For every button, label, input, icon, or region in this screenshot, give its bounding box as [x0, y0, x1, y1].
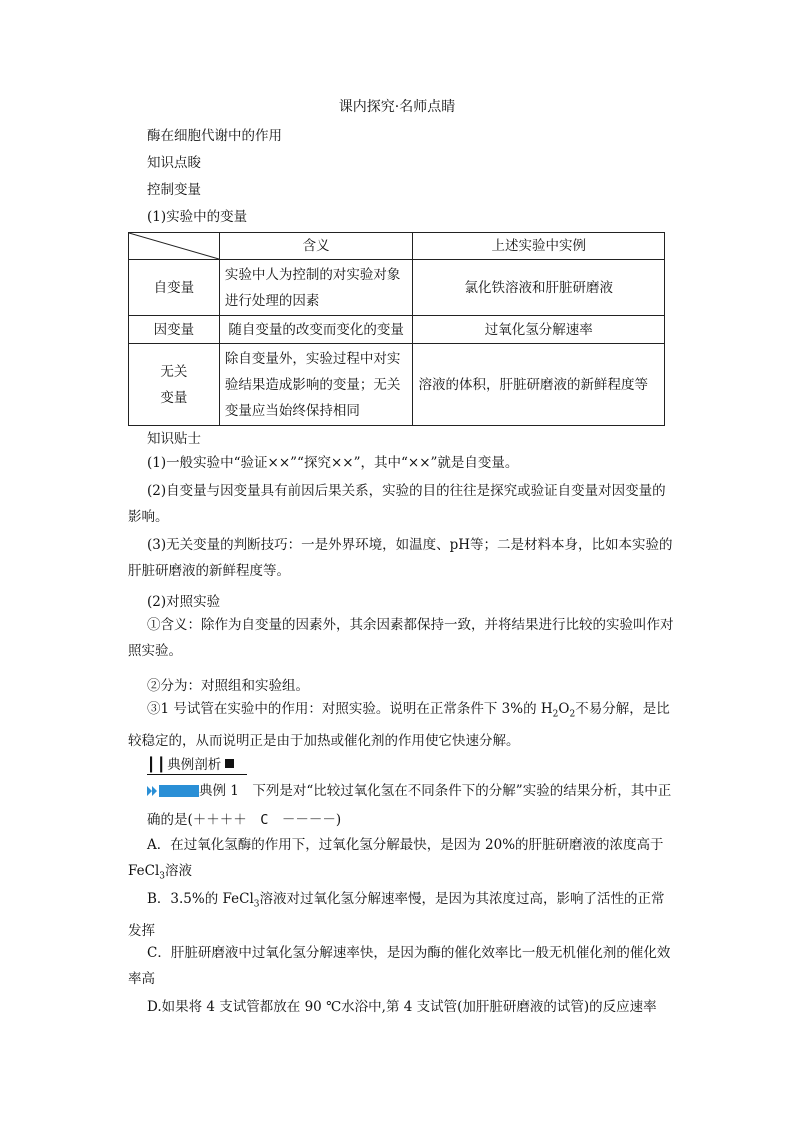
- option-a: [128, 832, 676, 890]
- topic-heading: 酶在细胞代谢中的作用: [147, 128, 282, 144]
- square-icon: [225, 759, 234, 768]
- table-header-row: [129, 233, 665, 260]
- example-question: [147, 778, 677, 833]
- table-header: 含义: [219, 233, 413, 260]
- section-title: 典例剖析: [167, 757, 222, 773]
- table-cell-meaning: 除自变量外，实验过程中对实验结果造成影响的变量；无关变量应当始终保持相同: [219, 344, 413, 426]
- subscript: 3: [253, 899, 260, 910]
- table-cell-name: 因变量: [129, 316, 220, 344]
- tube1-role-text: ③1 号试管在实验中的作用：对照实验。说明在正常条件下 3%的 H: [147, 701, 553, 717]
- example-question-text: 下列是对“比较过氧化氢在不同条件下的分解”实验的结果分析，其中正确的是(: [147, 783, 672, 828]
- table-header: 上述实验中实例: [413, 233, 665, 260]
- tips-label: 知识贴士: [147, 431, 201, 447]
- example-label: 典例 1: [199, 783, 239, 799]
- tip-2: (2)自变量与因变量具有前因后果关系，实验的目的往往是探究或验证自变量对因变量的影响。: [128, 483, 666, 525]
- answer-fill: ＋＋＋＋ C －－－－: [192, 812, 336, 828]
- control-variable-label: 控制变量: [147, 182, 201, 198]
- subscript: 3: [159, 871, 165, 882]
- table-row: [129, 316, 665, 344]
- table-cell-example: 过氧化氢分解速率: [413, 316, 665, 344]
- table-cell-name: [129, 344, 220, 426]
- table-row: [129, 344, 665, 426]
- tube1-role: [128, 696, 676, 754]
- subscript: 2: [552, 709, 559, 720]
- knowledge-label: 知识点睃: [147, 155, 201, 171]
- table-cell-name-line: 无关: [160, 363, 188, 380]
- example-close: ): [335, 812, 342, 828]
- section-bars-icon: ┃┃: [147, 757, 168, 773]
- control-groups: ②分为：对照组和实验组。: [147, 678, 309, 694]
- section-heading: [147, 753, 234, 773]
- option-b-text: 溶液对过氧化氢分解速率慢，是因为其浓度过高，影响了活性的正常发挥: [128, 891, 665, 939]
- variables-table: [128, 232, 665, 426]
- option-a-text: A．在过氧化氢酶的作用下，过氧化氢分解最快，是因为 20%的肝脏研磨液的浓度高于 FeCl: [128, 837, 664, 879]
- option-b-text: B．3.5%的 FeCl: [147, 891, 254, 907]
- table-cell-name-line: 变量: [160, 389, 188, 406]
- section-underline: [147, 774, 247, 775]
- table-corner-diagonal: [129, 233, 220, 260]
- tip-1: (1)一般实验中“验证××”“探究××”，其中“××”就是自变量。: [147, 455, 519, 471]
- tube1-role-text: 不易分解，是比较稳定的，从而说明正是由于加热或催化剂的作用使它快速分解。: [128, 701, 670, 749]
- example-badge-icon: [147, 781, 199, 807]
- control-definition: ①含义：除作为自变量的因素外，其余因素都保持一致，并将结果进行比较的实验叫作对照实验。: [128, 617, 674, 659]
- table-cell-example: 氯化铁溶液和肝脏研磨液: [413, 260, 665, 316]
- table-cell-name: 自变量: [129, 260, 220, 316]
- option-d: D.如果将 4 支试管都放在 90 ℃水浴中,第 4 支试管(加肝脏研磨液的试管)的反应速率: [147, 999, 657, 1015]
- tube1-role-text: O: [558, 701, 570, 717]
- table-cell-meaning: 随自变量的改变而变化的变量: [219, 316, 413, 344]
- option-a-text: 溶液: [165, 863, 192, 879]
- subsection-variables: (1)实验中的变量: [147, 209, 248, 225]
- option-b: [128, 886, 676, 944]
- subsection-control-experiment: (2)对照实验: [147, 594, 221, 610]
- subscript: 2: [569, 709, 576, 720]
- page-title: 课内探究·名师点睛: [338, 99, 456, 115]
- table-cell-meaning: 实验中人为控制的对实验对象进行处理的因素: [219, 260, 413, 316]
- option-c: C．肝脏研磨液中过氧化氢分解速率快，是因为酶的催化效率比一般无机催化剂的催化效率高: [128, 945, 671, 987]
- table-row: [129, 260, 665, 316]
- tip-3: (3)无关变量的判断技巧：一是外界环境，如温度、pH等；二是材料本身，比如本实验的肝脏研磨液的新鲜程度等。: [128, 537, 673, 579]
- table-cell-example: 溶液的体积，肝脏研磨液的新鲜程度等: [413, 344, 665, 426]
